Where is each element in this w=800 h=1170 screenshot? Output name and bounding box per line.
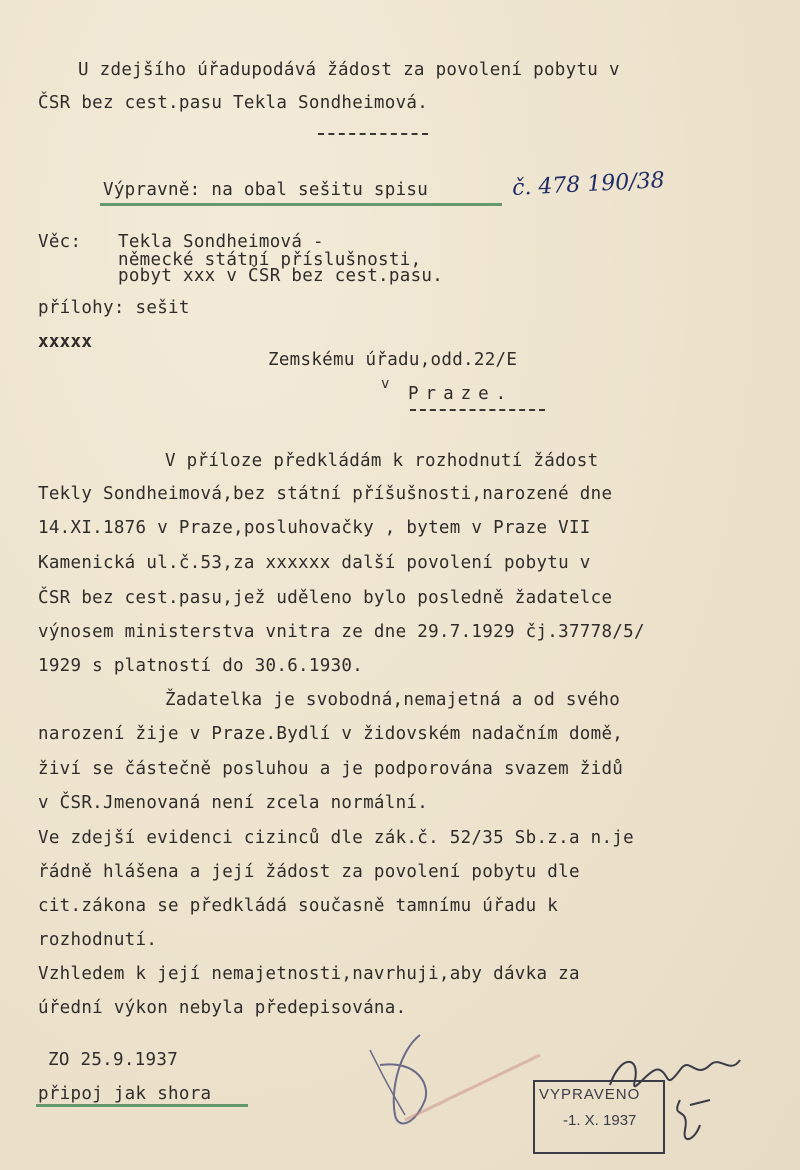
body-line-16: Vzhledem k její nemajetnosti,navrhuji,aby dávka za [38, 964, 580, 984]
body-line-5: ČSR bez cest.pasu,jež uděleno bylo posledně žadatelce [38, 588, 613, 608]
addressee-line-1: Zemskému úřadu,odd.22/E [268, 350, 518, 370]
struck-text: xxxxx [38, 332, 93, 352]
body-line-9: narození žije v Praze.Bydlí v židovském nadačním domě, [38, 724, 624, 744]
signature-scribble [600, 1045, 750, 1155]
body-line-8: Žadatelka je svobodná,nemajetná a od svého [165, 690, 621, 710]
stamp-label: VYPRAVENO [539, 1086, 641, 1103]
separator-1 [318, 133, 428, 135]
body-line-6: výnosem ministerstva vnitra ze dne 29.7.1929 čj.37778/5/ [38, 622, 645, 642]
body-line-2: Tekly Sondheimová,bez státní příšušnosti,narozené dne [38, 484, 613, 504]
addressee-line-2: Praze. [408, 384, 514, 404]
subject-line-3: pobyt xxx v ČSR bez cest.pasu. [118, 266, 444, 286]
vypravne-label: Výpravně: na obal sešitu spisu [103, 180, 429, 200]
subject-line-2: německé státní příslušnosti, [118, 250, 422, 270]
body-line-11: v ČSR.Jmenovaná není zcela normální. [38, 793, 429, 813]
body-line-4: Kamenická ul.č.53,za xxxxxx další povolení pobytu v [38, 553, 591, 573]
body-line-15: rozhodnutí. [38, 930, 158, 950]
subject-label: Věc: [38, 232, 82, 252]
subject-line-1: Tekla Sondheimová - [118, 232, 324, 252]
addressee-v: v [381, 376, 390, 392]
stamp-date: -1. X. 1937 [563, 1112, 637, 1129]
body-line-17: úřední výkon nebyla předepisována. [38, 998, 407, 1018]
red-pencil-stroke [400, 1040, 550, 1130]
body-line-12: Ve zdejší evidenci cizinců dle zák.č. 52/35 Sb.z.a n.je [38, 828, 634, 848]
footer-note-underline [36, 1104, 248, 1107]
handwritten-reference: č. 478 190/38 [511, 168, 666, 201]
body-line-3: 14.XI.1876 v Praze,posluhovačky , bytem v Praze VII [38, 518, 591, 538]
separator-2 [410, 409, 545, 411]
attachments: přílohy: sešit [38, 298, 190, 318]
intro-line-2: ČSR bez cest.pasu Tekla Sondheimová. [38, 93, 429, 113]
body-line-14: cit.zákona se předkládá současně tamnímu úřadu k [38, 896, 559, 916]
footer-date: ZO 25.9.1937 [48, 1050, 179, 1070]
body-line-10: živí se částečně posluhou a je podporována svazem židů [38, 759, 624, 779]
body-line-1: V příloze předkládám k rozhodnutí žádost [165, 451, 599, 471]
body-line-13: řádně hlášena a její žádost za povolení pobytu dle [38, 862, 580, 882]
footer-note: připoj jak shora [38, 1084, 212, 1104]
vypravne-underline [100, 203, 502, 206]
body-line-7: 1929 s platností do 30.6.1930. [38, 656, 364, 676]
intro-line-1: U zdejšího úřadupodává žádost za povolení pobytu v [78, 60, 620, 80]
